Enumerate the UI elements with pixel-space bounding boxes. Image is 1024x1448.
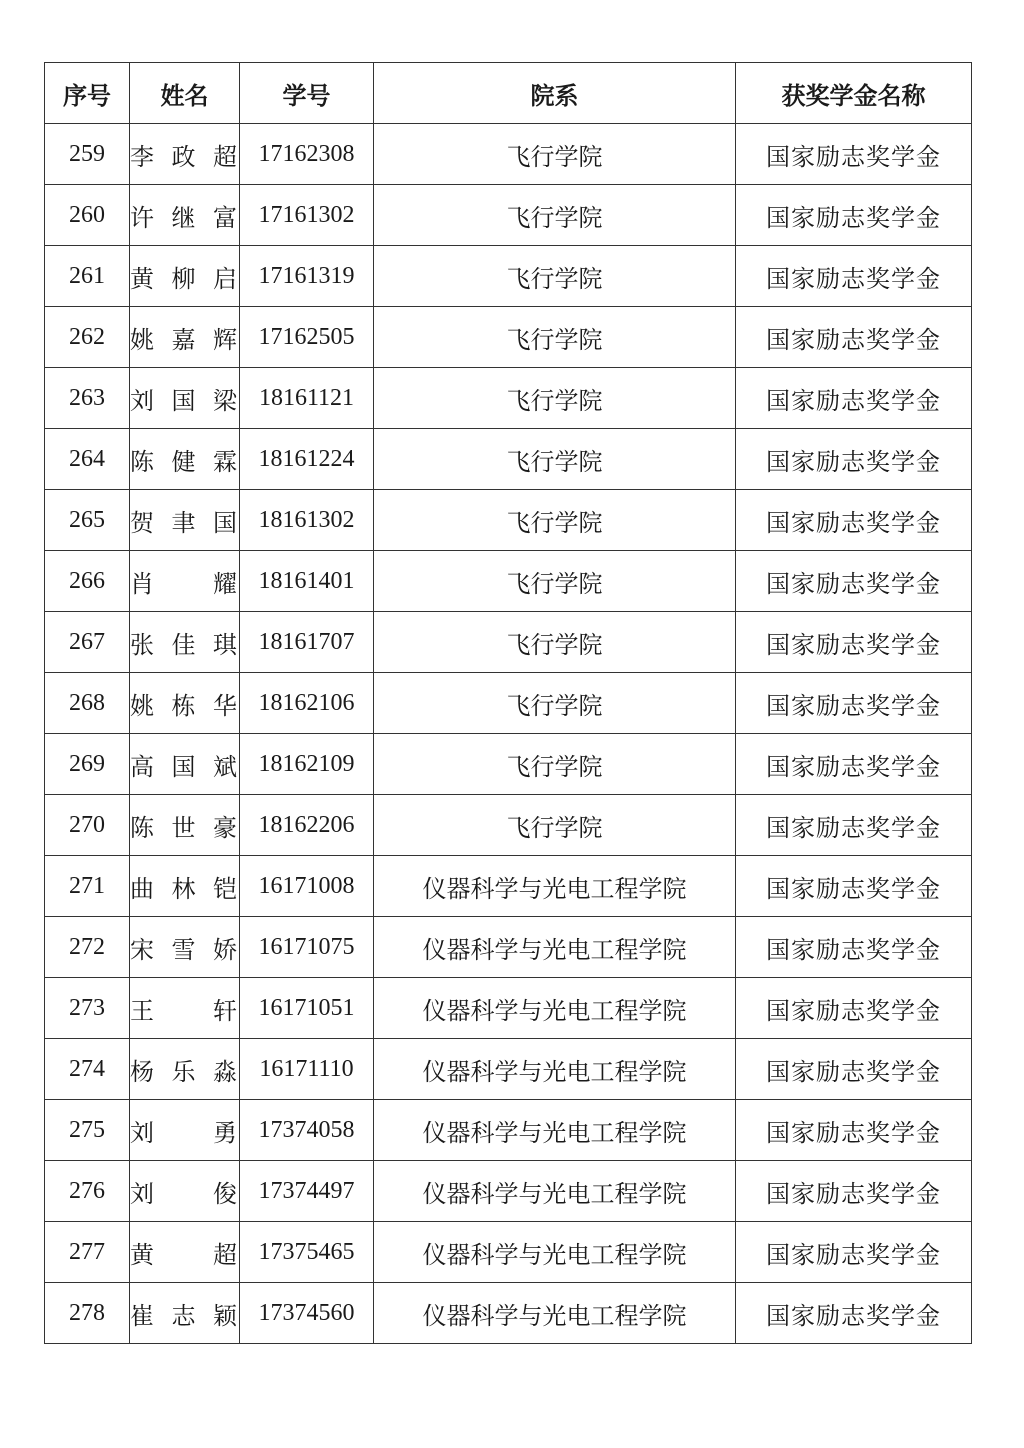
header-award: 获奖学金名称 [736,63,972,124]
cell-name: 陈健霖 [130,429,240,490]
table-row [45,1222,972,1283]
table-row [45,368,972,429]
cell-award: 国家励志奖学金 [736,1039,972,1100]
cell-department: 仪器科学与光电工程学院 [374,1100,736,1161]
cell-student-id: 18161121 [240,368,374,429]
table-row [45,1161,972,1222]
cell-department: 飞行学院 [374,551,736,612]
cell-award: 国家励志奖学金 [736,612,972,673]
cell-department: 飞行学院 [374,795,736,856]
cell-department: 飞行学院 [374,124,736,185]
cell-student-id: 18162106 [240,673,374,734]
cell-department: 飞行学院 [374,246,736,307]
cell-student-id: 17374058 [240,1100,374,1161]
cell-seq: 267 [45,612,130,673]
cell-student-id: 18161224 [240,429,374,490]
cell-department: 飞行学院 [374,307,736,368]
cell-seq: 259 [45,124,130,185]
cell-student-id: 18162109 [240,734,374,795]
cell-award: 国家励志奖学金 [736,978,972,1039]
cell-award: 国家励志奖学金 [736,1100,972,1161]
cell-name: 黄 超 [130,1222,240,1283]
cell-student-id: 16171051 [240,978,374,1039]
cell-name: 许继富 [130,185,240,246]
cell-name: 李政超 [130,124,240,185]
cell-department: 飞行学院 [374,368,736,429]
cell-award: 国家励志奖学金 [736,795,972,856]
cell-student-id: 17375465 [240,1222,374,1283]
table-row [45,490,972,551]
table-row [45,734,972,795]
cell-student-id: 17374497 [240,1161,374,1222]
cell-name: 崔志颖 [130,1283,240,1344]
cell-department: 仪器科学与光电工程学院 [374,1283,736,1344]
cell-seq: 269 [45,734,130,795]
header-seq: 序号 [45,63,130,124]
cell-student-id: 18161707 [240,612,374,673]
header-student-id: 学号 [240,63,374,124]
cell-award: 国家励志奖学金 [736,490,972,551]
cell-seq: 274 [45,1039,130,1100]
cell-name: 高国斌 [130,734,240,795]
scholarship-table [44,62,972,1344]
cell-student-id: 18161401 [240,551,374,612]
table-row [45,1100,972,1161]
cell-award: 国家励志奖学金 [736,551,972,612]
table-row [45,673,972,734]
cell-name: 陈世豪 [130,795,240,856]
cell-department: 仪器科学与光电工程学院 [374,856,736,917]
cell-seq: 275 [45,1100,130,1161]
cell-award: 国家励志奖学金 [736,307,972,368]
cell-seq: 261 [45,246,130,307]
cell-award: 国家励志奖学金 [736,124,972,185]
cell-name: 宋雪娇 [130,917,240,978]
cell-student-id: 17162308 [240,124,374,185]
cell-name: 肖 耀 [130,551,240,612]
cell-student-id: 18161302 [240,490,374,551]
cell-seq: 278 [45,1283,130,1344]
cell-award: 国家励志奖学金 [736,185,972,246]
cell-award: 国家励志奖学金 [736,734,972,795]
cell-award: 国家励志奖学金 [736,1283,972,1344]
header-department: 院系 [374,63,736,124]
cell-student-id: 17161319 [240,246,374,307]
cell-award: 国家励志奖学金 [736,1222,972,1283]
cell-student-id: 16171008 [240,856,374,917]
cell-department: 仪器科学与光电工程学院 [374,1039,736,1100]
cell-seq: 270 [45,795,130,856]
cell-seq: 264 [45,429,130,490]
cell-department: 仪器科学与光电工程学院 [374,1161,736,1222]
table-row [45,1039,972,1100]
cell-award: 国家励志奖学金 [736,246,972,307]
cell-department: 飞行学院 [374,612,736,673]
cell-name: 贺聿国 [130,490,240,551]
cell-name: 刘国梁 [130,368,240,429]
cell-name: 刘 勇 [130,1100,240,1161]
cell-award: 国家励志奖学金 [736,429,972,490]
cell-award: 国家励志奖学金 [736,856,972,917]
cell-student-id: 18162206 [240,795,374,856]
cell-department: 飞行学院 [374,734,736,795]
cell-department: 仪器科学与光电工程学院 [374,917,736,978]
table-row [45,246,972,307]
cell-department: 仪器科学与光电工程学院 [374,978,736,1039]
table-row [45,551,972,612]
cell-name: 姚栋华 [130,673,240,734]
cell-seq: 260 [45,185,130,246]
cell-department: 仪器科学与光电工程学院 [374,1222,736,1283]
table-row [45,795,972,856]
cell-seq: 273 [45,978,130,1039]
cell-name: 曲林铠 [130,856,240,917]
cell-name: 黄柳启 [130,246,240,307]
cell-seq: 271 [45,856,130,917]
cell-seq: 268 [45,673,130,734]
cell-department: 飞行学院 [374,429,736,490]
table-row [45,429,972,490]
cell-award: 国家励志奖学金 [736,673,972,734]
cell-award: 国家励志奖学金 [736,917,972,978]
table-row [45,917,972,978]
table-header [45,63,972,124]
table-row [45,1283,972,1344]
cell-seq: 265 [45,490,130,551]
header-row [45,63,972,124]
cell-seq: 262 [45,307,130,368]
cell-seq: 266 [45,551,130,612]
cell-name: 王 轩 [130,978,240,1039]
cell-student-id: 17374560 [240,1283,374,1344]
table-row [45,307,972,368]
cell-award: 国家励志奖学金 [736,368,972,429]
cell-name: 张佳琪 [130,612,240,673]
table-row [45,612,972,673]
cell-seq: 276 [45,1161,130,1222]
table-row [45,124,972,185]
table-body [45,124,972,1344]
cell-name: 姚嘉辉 [130,307,240,368]
cell-student-id: 17161302 [240,185,374,246]
table-row [45,856,972,917]
cell-department: 飞行学院 [374,673,736,734]
cell-department: 飞行学院 [374,490,736,551]
cell-name: 杨乐淼 [130,1039,240,1100]
table-row [45,978,972,1039]
header-name: 姓名 [130,63,240,124]
cell-seq: 277 [45,1222,130,1283]
cell-student-id: 16171075 [240,917,374,978]
cell-seq: 263 [45,368,130,429]
cell-award: 国家励志奖学金 [736,1161,972,1222]
cell-name: 刘 俊 [130,1161,240,1222]
cell-seq: 272 [45,917,130,978]
cell-student-id: 16171110 [240,1039,374,1100]
cell-student-id: 17162505 [240,307,374,368]
table-row [45,185,972,246]
cell-department: 飞行学院 [374,185,736,246]
